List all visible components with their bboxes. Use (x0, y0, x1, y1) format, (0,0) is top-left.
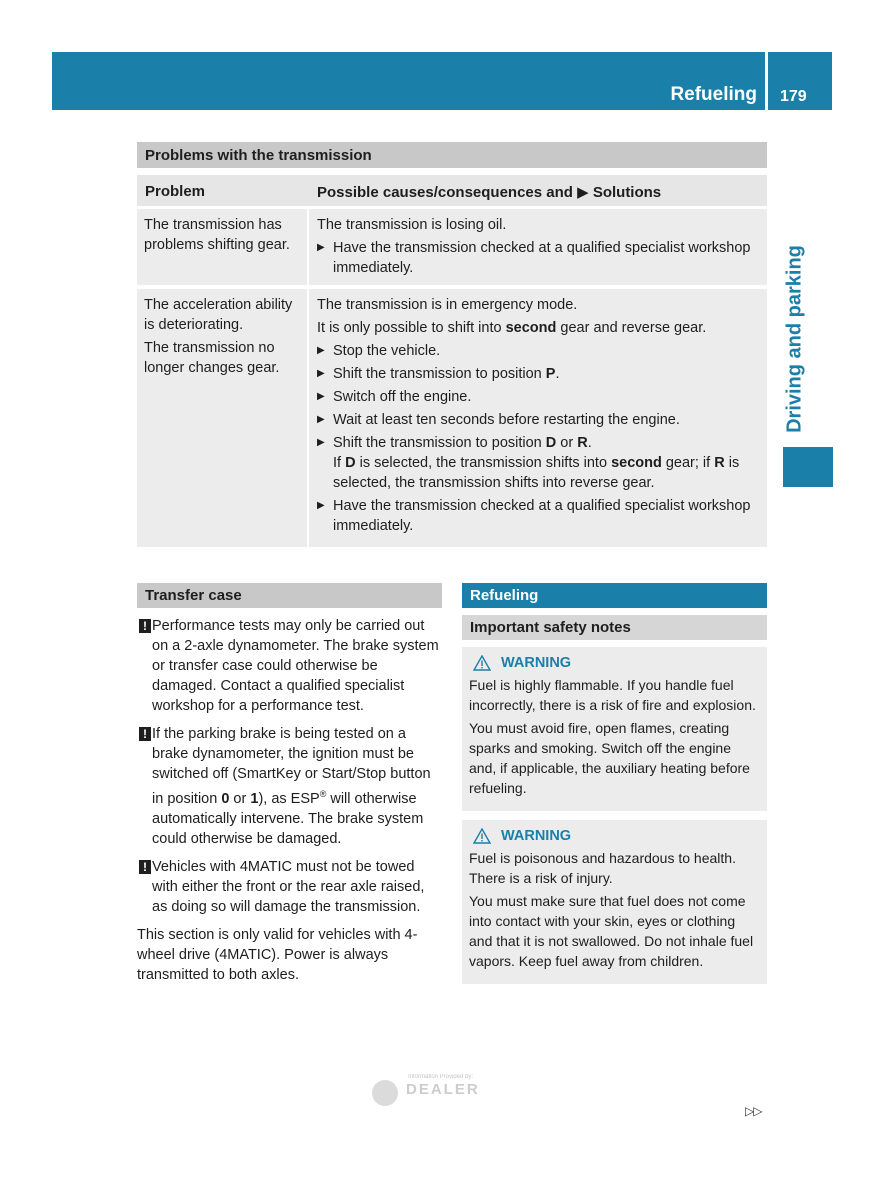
warning-triangle-icon (473, 655, 491, 671)
solution-bullet: ▶ Stop the vehicle. (317, 341, 763, 361)
side-tab-marker (783, 447, 833, 487)
warning-text: Fuel is poisonous and hazardous to health. There is a risk of injury. (469, 850, 736, 886)
note-text: Performance tests may only be carried out on a 2-axle dynamometer. The brake system or transfer case could otherwise be damaged. Contact a qualified specialist workshop for a performance test. (152, 618, 439, 714)
transfer-case-section (137, 583, 442, 985)
dealer-logo (372, 1074, 502, 1110)
header-causes: Possible causes/consequences and ▶ Solutions (317, 184, 662, 201)
solution-bullet: ▶ Have the transmission checked at a qualified specialist workshop immediately. (317, 238, 763, 278)
solution-cell (317, 215, 763, 281)
section-heading-text: Transfer case (145, 587, 242, 604)
caution-note (137, 724, 442, 849)
caution-note (137, 616, 442, 716)
column-divider (307, 209, 309, 285)
header-problem: Problem (145, 183, 206, 200)
table-row (137, 289, 767, 547)
warning-box (462, 820, 767, 984)
refueling-section (462, 583, 767, 984)
table-row (137, 209, 767, 285)
problem-text: The acceleration ability is deteriorating. (144, 297, 293, 333)
cause-text: The transmission is losing oil. (317, 217, 507, 233)
solution-bullet: ▶ Shift the transmission to position D or R. If D is selected, the transmission shifts into second gear; if R is selected, the transmission shifts into reverse gear. (317, 433, 763, 493)
note-text: If the parking brake is being tested on a brake dynamometer, the ignition must be switched off (SmartKey or Start/Stop button in position 0 or 1), as ESP® will otherwise automatically intervene. The brake system could otherwise be damaged. (152, 726, 431, 847)
page-number: 179 (780, 88, 807, 105)
warning-text: You must avoid fire, open flames, creating sparks and smoking. Switch off the engine and, if applicable, the auxiliary heating before refueling. (469, 720, 750, 796)
problem-text: The transmission no longer changes gear. (144, 340, 280, 376)
exclamation-icon: ! (139, 619, 151, 633)
column-divider (307, 289, 309, 547)
cause-text: The transmission is in emergency mode. (317, 297, 578, 313)
problem-cell (144, 295, 306, 381)
cause-text: It is only possible to shift into second gear and reverse gear. (317, 320, 707, 336)
solution-bullet: ▶ Have the transmission checked at a qualified specialist workshop immediately. (317, 496, 763, 536)
problem-cell (144, 215, 306, 258)
warning-title: WARNING (469, 653, 760, 673)
subsection-heading (462, 615, 767, 640)
solution-bullet: ▶ Shift the transmission to position P. (317, 364, 763, 384)
solution-bullet: ▶ Switch off the engine. (317, 387, 763, 407)
caution-note (137, 857, 442, 917)
exclamation-icon: ! (139, 860, 151, 874)
solution-bullet: ▶ Wait at least ten seconds before restarting the engine. (317, 410, 763, 430)
table-title (137, 142, 767, 168)
body-paragraph: This section is only valid for vehicles with 4-wheel drive (4MATIC). Power is always transmitted to both axles. (137, 926, 418, 983)
chapter-title: Refueling (670, 84, 757, 105)
exclamation-icon: ! (139, 727, 151, 741)
note-text: Vehicles with 4MATIC must not be towed with either the front or the rear axle raised, as doing so will damage the transmission. (152, 858, 425, 915)
warning-text: Fuel is highly flammable. If you handle fuel incorrectly, there is a risk of fire and explosion. (469, 677, 756, 713)
warning-box (462, 647, 767, 811)
warning-text: You must make sure that fuel does not come into contact with your skin, eyes or clothing and that it is not swallowed. Do not inhale fuel vapors. Keep fuel away from children. (469, 893, 754, 969)
problem-text: The transmission has problems shifting gear. (144, 217, 290, 253)
warning-title: WARNING (469, 826, 760, 846)
table-header (137, 175, 767, 206)
section-heading-text: Refueling (470, 587, 539, 604)
section-heading (137, 583, 442, 608)
table-title-text: Problems with the transmission (145, 147, 372, 164)
logo-wordmark: DEALER (406, 1081, 480, 1098)
warning-triangle-icon (473, 828, 491, 844)
section-heading (462, 583, 767, 608)
next-page-arrows[interactable]: ▷▷ (745, 1104, 762, 1118)
logo-circle-icon (372, 1080, 398, 1106)
side-tab-label: Driving and parking (783, 245, 806, 433)
subsection-heading-text: Important safety notes (470, 619, 631, 636)
logo-caption: Information Provided by: (408, 1074, 474, 1080)
header-separator (765, 52, 768, 110)
solution-cell (317, 295, 763, 539)
